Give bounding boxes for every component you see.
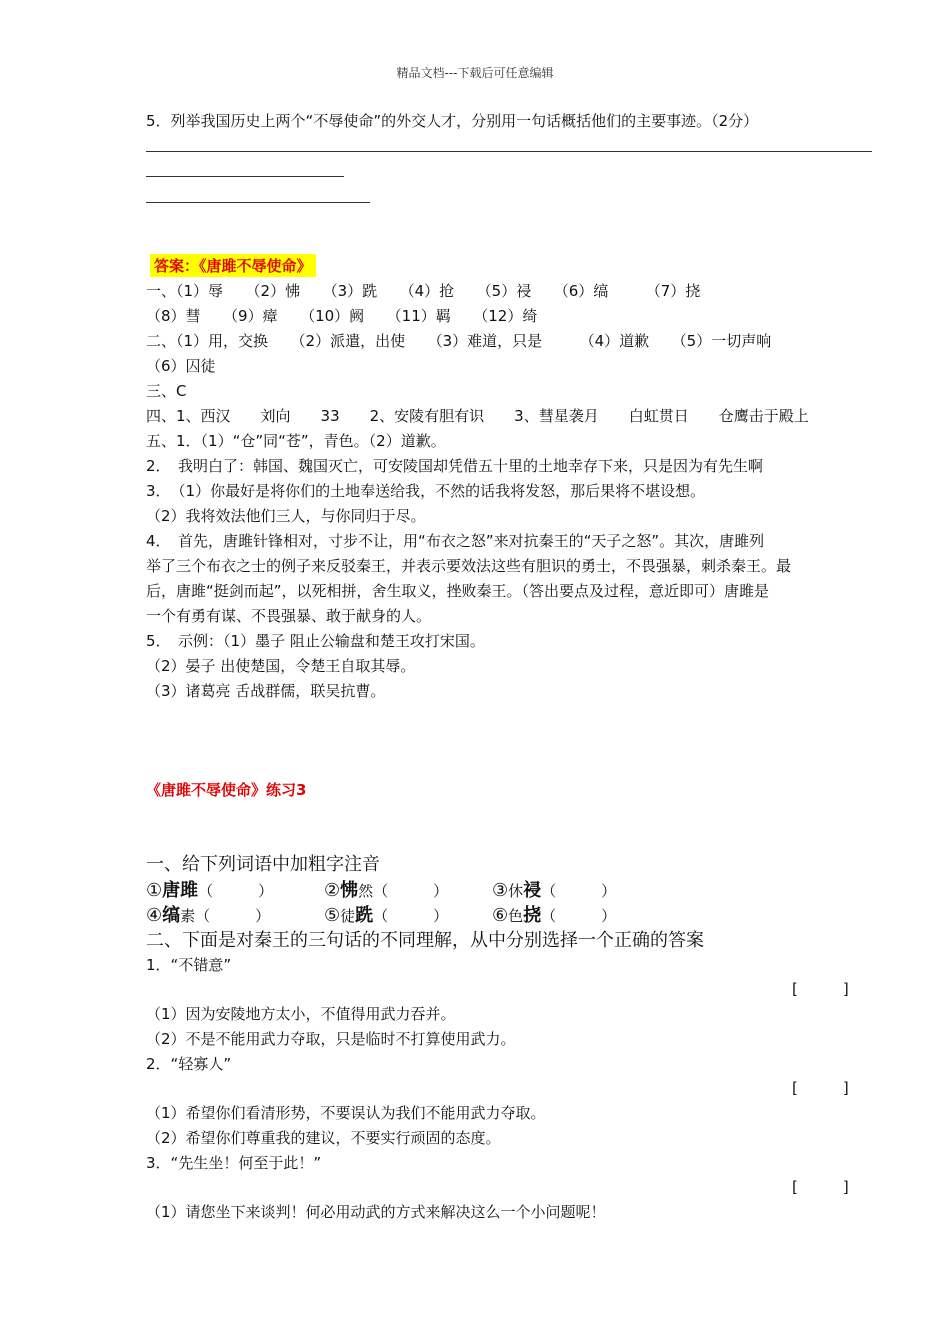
answer-line-7: 五、1．（1）“仓”同“苍”，青色。（2）道歉。 [146, 432, 446, 450]
answer-line-11: 4． 首先，唐雎针锋相对，寸步不让，用“布衣之怒”来对抗秦王的“天子之怒”。其次，唐雎列 [146, 532, 765, 550]
answer-line [146, 151, 872, 152]
pinyin-blank[interactable]: （ ） [541, 907, 617, 925]
plain-char: 休 [508, 882, 524, 900]
plain-char: 徒 [340, 907, 356, 925]
answer-line-1: 一、（1）辱 （2）怫 （3）跣 （4）抢 （5）祲 （6）缟 （7）挠 [146, 282, 701, 300]
answer-line-9: 3． （1）你最好是将你们的土地奉送给我，不然的话我将发怒，那后果将不堪设想。 [146, 482, 706, 500]
item-number: ① [146, 880, 163, 901]
item-number: ④ [146, 905, 163, 926]
answer-line-8: 2． 我明白了：韩国、魏国灭亡，可安陵国却凭借五十里的土地幸存下来，只是因为有先生啊 [146, 457, 764, 475]
answer-line-12: 举了三个布衣之士的例子来反驳秦王，并表示要效法这些有胆识的勇士，不畏强暴，刺杀秦王。最 [146, 557, 792, 575]
answer-line-6: 四、1、西汉 刘向 33 2、安陵有胆有识 3、彗星袭月 白虹贯日 仓鹰击于殿上 [146, 407, 809, 425]
part2-q1: 1．“不错意” [146, 956, 232, 974]
page-header: 精品文档---下载后可任意编辑 [396, 66, 554, 80]
pinyin-item-3 [492, 876, 616, 902]
pinyin-item-4 [146, 901, 270, 927]
answer-line [146, 176, 344, 177]
answer-line-5: 三、C [146, 382, 187, 400]
plain-char: 色 [508, 907, 524, 925]
bold-char: 缟 [162, 905, 181, 926]
pinyin-blank[interactable]: 素（ ） [180, 907, 271, 925]
bold-char: 唐雎 [162, 880, 199, 901]
bold-char: 跣 [355, 905, 374, 926]
answer-line-17: （3）诸葛亮 舌战群儒，联吴抗曹。 [146, 682, 386, 700]
item-number: ③ [492, 880, 509, 901]
item-number: ⑥ [492, 905, 509, 926]
answer-line-10: （2）我将效法他们三人，与你同归于尽。 [146, 507, 426, 525]
part2-q2-option-1: （1）希望你们看清形势，不要误认为我们不能用武力夺取。 [146, 1104, 546, 1122]
answer-line-16: （2）晏子 出使楚国，令楚王自取其辱。 [146, 657, 416, 675]
part2-q1-option-2: （2）不是不能用武力夺取，只是临时不打算使用武力。 [146, 1030, 516, 1048]
bold-char: 祲 [523, 880, 542, 901]
answer-line-4: （6）囚徒 [146, 357, 216, 375]
answer-line-15: 5． 示例：（1）墨子 阻止公输盘和楚王攻打宋国。 [146, 632, 485, 650]
pinyin-blank[interactable]: （ ） [541, 882, 617, 900]
exercise-title: 《唐雎不辱使命》练习3 [146, 781, 307, 799]
answer-line-13: 后，唐雎“挺剑而起”，以死相拼，舍生取义，挫败秦王。（答出要点及过程，意近即可）唐雎是 [146, 582, 770, 600]
answer-bracket-1[interactable]: [ ] [792, 980, 849, 998]
answer-title: 答案：《唐雎不辱使命》 [150, 254, 316, 277]
pinyin-blank[interactable]: 然（ ） [358, 882, 449, 900]
pinyin-blank[interactable]: （ ） [198, 882, 274, 900]
part2-q2: 2．“轻寡人” [146, 1055, 232, 1073]
answer-line [146, 202, 370, 203]
part2-q1-option-1: （1）因为安陵地方太小，不值得用武力吞并。 [146, 1005, 456, 1023]
pinyin-blank[interactable]: （ ） [373, 907, 449, 925]
part1-title: 一、给下列词语中加粗字注音 [146, 854, 380, 875]
pinyin-item-1 [146, 876, 273, 902]
item-number: ⑤ [324, 905, 341, 926]
bold-char: 挠 [523, 905, 542, 926]
bold-char: 怫 [340, 880, 359, 901]
item-number: ② [324, 880, 341, 901]
question-5: 5．列举我国历史上两个“不辱使命”的外交人才，分别用一句话概括他们的主要事迹。（2分） [146, 112, 759, 130]
part2-q2-option-2: （2）希望你们尊重我的建议，不要实行顽固的态度。 [146, 1129, 501, 1147]
answer-line-2: （8）彗 （9）瘴 （10）阙 （11）羁 （12）绮 [146, 307, 538, 325]
part2-q3: 3．“先生坐！何至于此！” [146, 1154, 322, 1172]
answer-line-3: 二、（1）用，交换 （2）派遣，出使 （3）难道，只是 （4）道歉 （5）一切声响 [146, 332, 772, 350]
part2-q3-option-1: （1）请您坐下来谈判！何必用动武的方式来解决这么一个小问题呢！ [146, 1203, 606, 1221]
answer-bracket-3[interactable]: [ ] [792, 1178, 849, 1196]
answer-bracket-2[interactable]: [ ] [792, 1079, 849, 1097]
answer-line-14: 一个有勇有谋、不畏强暴、敢于献身的人。 [146, 607, 432, 625]
pinyin-item-2 [324, 876, 448, 902]
pinyin-item-5 [324, 901, 448, 927]
part2-title: 二、下面是对秦王的三句话的不同理解，从中分别选择一个正确的答案 [146, 930, 704, 951]
pinyin-item-6 [492, 901, 616, 927]
